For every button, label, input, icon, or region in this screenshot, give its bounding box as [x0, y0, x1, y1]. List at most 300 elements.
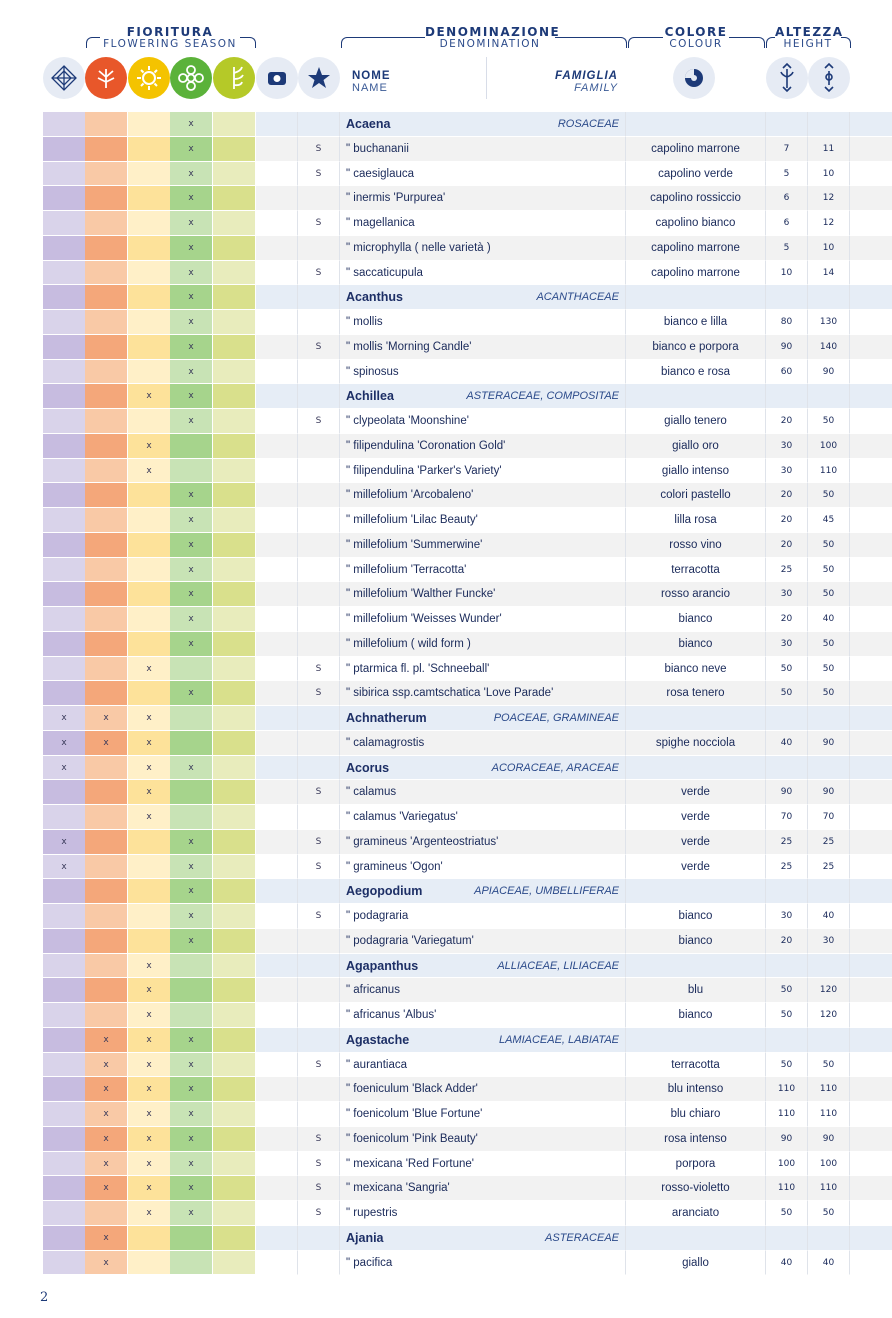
family-name: ALLIACEAE, LILIACEAE: [497, 959, 619, 972]
season-mark-5: [213, 855, 255, 880]
height-max: [808, 756, 850, 781]
season-mark-4: [170, 657, 212, 682]
colour-cell: colori pastello: [626, 483, 766, 508]
trailing-cell: [850, 607, 892, 632]
species-row: [43, 1251, 892, 1276]
special-mark: [298, 508, 340, 533]
season-mark-1: [43, 483, 85, 508]
height-min: 25: [766, 830, 808, 855]
genus-name-cell: [340, 756, 626, 781]
season-mark-3: [128, 211, 170, 236]
trailing-cell: [850, 211, 892, 236]
season-mark-1: [43, 285, 85, 310]
species-name-cell: [340, 459, 626, 484]
season-mark-4: x: [170, 335, 212, 360]
species-row: [43, 434, 892, 459]
season-mark-1: [43, 929, 85, 954]
season-mark-1: [43, 459, 85, 484]
special-mark: [298, 954, 340, 979]
season-mark-4: x: [170, 186, 212, 211]
height-min: 5: [766, 162, 808, 187]
trailing-cell: [850, 855, 892, 880]
season-mark-3: [128, 879, 170, 904]
special-mark: [298, 805, 340, 830]
season-mark-5: [213, 335, 255, 360]
height-max: [808, 1028, 850, 1053]
late-summer-flower-icon: [213, 57, 255, 99]
season-mark-5: [213, 1201, 255, 1226]
season-mark-3: x: [128, 954, 170, 979]
species-name-cell: [340, 1003, 626, 1028]
family-name: ACANTHACEAE: [536, 291, 619, 304]
height-min: 10: [766, 261, 808, 286]
height-min: 30: [766, 632, 808, 657]
species-row: [43, 261, 892, 286]
trailing-cell: [850, 137, 892, 162]
season-mark-1: [43, 434, 85, 459]
photo-cell: [256, 558, 298, 583]
season-mark-2: [85, 236, 127, 261]
nome-header: [352, 70, 391, 94]
height-min: 30: [766, 434, 808, 459]
season-mark-4: x: [170, 1053, 212, 1078]
photo-cell: [256, 186, 298, 211]
height-min: 20: [766, 409, 808, 434]
species-name-cell: [340, 310, 626, 335]
species-row: [43, 978, 892, 1003]
season-mark-1: [43, 335, 85, 360]
colour-cell: bianco e porpora: [626, 335, 766, 360]
genus-row: [43, 1226, 892, 1251]
height-max: 50: [808, 558, 850, 583]
species-name-cell: [340, 186, 626, 211]
height-max: 110: [808, 1102, 850, 1127]
height-max: 50: [808, 681, 850, 706]
colour-cell: lilla rosa: [626, 508, 766, 533]
season-mark-1: [43, 1028, 85, 1053]
trailing-cell: [850, 1053, 892, 1078]
species-row: [43, 360, 892, 385]
photo-cell: [256, 1251, 298, 1276]
season-mark-5: [213, 1226, 255, 1251]
season-mark-2: [85, 805, 127, 830]
species-name-cell: [340, 483, 626, 508]
species-name-cell: [340, 780, 626, 805]
table-header: [0, 0, 892, 112]
trailing-cell: [850, 632, 892, 657]
season-mark-1: [43, 186, 85, 211]
height-max: [808, 112, 850, 137]
season-mark-3: [128, 310, 170, 335]
trailing-cell: [850, 310, 892, 335]
species-name-cell: [340, 1251, 626, 1276]
height-max: 11: [808, 137, 850, 162]
colour-cell: [626, 706, 766, 731]
colour-cell: bianco: [626, 1003, 766, 1028]
season-mark-3: [128, 855, 170, 880]
species-name: " millefolium 'Summerwine': [346, 538, 483, 551]
colour-cell: rosso vino: [626, 533, 766, 558]
season-mark-4: x: [170, 236, 212, 261]
species-row: [43, 657, 892, 682]
colour-cell: giallo intenso: [626, 459, 766, 484]
season-mark-1: [43, 310, 85, 335]
season-mark-4: x: [170, 582, 212, 607]
season-mark-2: [85, 582, 127, 607]
species-name: " africanus: [346, 984, 400, 997]
trailing-cell: [850, 236, 892, 261]
season-mark-1: [43, 508, 85, 533]
season-mark-3: [128, 483, 170, 508]
photo-cell: [256, 681, 298, 706]
height-max: 45: [808, 508, 850, 533]
season-mark-4: x: [170, 632, 212, 657]
species-name-cell: [340, 632, 626, 657]
species-name: " millefolium 'Walther Funcke': [346, 588, 496, 601]
colour-cell: giallo: [626, 1251, 766, 1276]
species-row: [43, 1077, 892, 1102]
special-mark: [298, 607, 340, 632]
season-mark-4: x: [170, 1028, 212, 1053]
special-mark: [298, 706, 340, 731]
genus-name: Ajania: [346, 1230, 384, 1245]
season-mark-2: [85, 459, 127, 484]
height-min: 7: [766, 137, 808, 162]
season-mark-4: [170, 731, 212, 756]
season-mark-5: [213, 508, 255, 533]
season-mark-5: [213, 657, 255, 682]
season-mark-5: [213, 1028, 255, 1053]
season-mark-2: [85, 657, 127, 682]
height-max: 50: [808, 1053, 850, 1078]
season-mark-1: [43, 360, 85, 385]
trailing-cell: [850, 904, 892, 929]
season-mark-4: x: [170, 112, 212, 137]
season-mark-3: [128, 929, 170, 954]
season-mark-5: [213, 681, 255, 706]
colour-cell: bianco: [626, 929, 766, 954]
colour-cell: capolino marrone: [626, 236, 766, 261]
height-min: 50: [766, 978, 808, 1003]
species-name: " gramineus 'Argenteostriatus': [346, 835, 499, 848]
height-min: 20: [766, 929, 808, 954]
height-max: [808, 954, 850, 979]
photo-cell: [256, 1077, 298, 1102]
special-mark: [298, 1003, 340, 1028]
trailing-cell: [850, 533, 892, 558]
season-mark-5: [213, 261, 255, 286]
height-max: 90: [808, 360, 850, 385]
special-mark: S: [298, 657, 340, 682]
trailing-cell: [850, 1201, 892, 1226]
colour-cell: [626, 1226, 766, 1251]
species-name-cell: [340, 978, 626, 1003]
season-mark-1: [43, 162, 85, 187]
colour-cell: [626, 879, 766, 904]
height-max: 25: [808, 855, 850, 880]
season-mark-5: [213, 1003, 255, 1028]
trailing-cell: [850, 1251, 892, 1276]
genus-name-cell: [340, 1028, 626, 1053]
season-mark-3: [128, 335, 170, 360]
species-row: [43, 137, 892, 162]
season-mark-4: [170, 706, 212, 731]
height-max: 100: [808, 1152, 850, 1177]
season-mark-2: [85, 261, 127, 286]
season-mark-4: [170, 1003, 212, 1028]
genus-row: [43, 954, 892, 979]
season-mark-3: x: [128, 805, 170, 830]
colour-cell: blu chiaro: [626, 1102, 766, 1127]
colour-cell: bianco e rosa: [626, 360, 766, 385]
trailing-cell: [850, 1127, 892, 1152]
colour-cell: giallo tenero: [626, 409, 766, 434]
height-min: 20: [766, 508, 808, 533]
height-max: 50: [808, 582, 850, 607]
nome-famiglia-divider: [486, 57, 487, 99]
season-mark-2: [85, 978, 127, 1003]
height-max: [808, 879, 850, 904]
special-mark: S: [298, 409, 340, 434]
height-max: 40: [808, 904, 850, 929]
trailing-cell: [850, 558, 892, 583]
season-mark-2: [85, 137, 127, 162]
season-mark-1: [43, 1077, 85, 1102]
height-max: 50: [808, 533, 850, 558]
colour-cell: rosso arancio: [626, 582, 766, 607]
height-max: 110: [808, 1077, 850, 1102]
season-mark-2: [85, 929, 127, 954]
special-mark: [298, 1226, 340, 1251]
trailing-cell: [850, 285, 892, 310]
height-min: 6: [766, 211, 808, 236]
season-mark-4: x: [170, 483, 212, 508]
season-mark-3: x: [128, 706, 170, 731]
genus-name-cell: [340, 954, 626, 979]
photo-cell: [256, 607, 298, 632]
spring-flower-icon: [170, 57, 212, 99]
season-mark-4: [170, 978, 212, 1003]
season-mark-5: [213, 1152, 255, 1177]
species-row: [43, 335, 892, 360]
photo-cell: [256, 805, 298, 830]
height-min: [766, 1028, 808, 1053]
species-name-cell: [340, 558, 626, 583]
species-name-cell: [340, 162, 626, 187]
height-min: 6: [766, 186, 808, 211]
season-mark-1: [43, 1102, 85, 1127]
season-mark-1: [43, 137, 85, 162]
season-mark-2: [85, 360, 127, 385]
season-mark-1: [43, 879, 85, 904]
season-mark-2: [85, 1003, 127, 1028]
height-min: 20: [766, 533, 808, 558]
season-mark-3: x: [128, 1077, 170, 1102]
season-mark-3: x: [128, 1028, 170, 1053]
species-name-cell: [340, 681, 626, 706]
species-name: " mollis 'Morning Candle': [346, 340, 472, 353]
season-mark-3: [128, 582, 170, 607]
season-mark-3: x: [128, 780, 170, 805]
genus-name-cell: [340, 879, 626, 904]
colour-cell: porpora: [626, 1152, 766, 1177]
special-mark: S: [298, 1053, 340, 1078]
season-mark-4: x: [170, 756, 212, 781]
season-mark-5: [213, 236, 255, 261]
height-max: 50: [808, 483, 850, 508]
colour-cell: verde: [626, 855, 766, 880]
special-mark: S: [298, 1201, 340, 1226]
genus-name-cell: [340, 1226, 626, 1251]
photo-cell: [256, 1152, 298, 1177]
famiglia-header: [540, 70, 618, 94]
trailing-cell: [850, 681, 892, 706]
season-mark-1: [43, 1003, 85, 1028]
height-min: 50: [766, 657, 808, 682]
season-mark-4: x: [170, 929, 212, 954]
season-mark-5: [213, 1077, 255, 1102]
genus-name-cell: [340, 706, 626, 731]
height-max: 50: [808, 632, 850, 657]
season-mark-5: [213, 1127, 255, 1152]
genus-name: Aegopodium: [346, 884, 423, 899]
special-mark: [298, 879, 340, 904]
season-mark-4: x: [170, 1176, 212, 1201]
season-mark-2: [85, 310, 127, 335]
family-name: LAMIACEAE, LABIATAE: [498, 1033, 619, 1046]
colour-cell: [626, 756, 766, 781]
denomination-label: DENOMINATION: [439, 38, 541, 50]
species-name: " sibirica ssp.camtschatica 'Love Parade': [346, 687, 554, 700]
species-name-cell: [340, 1127, 626, 1152]
season-mark-2: [85, 879, 127, 904]
special-mark: [298, 310, 340, 335]
species-name: " millefolium 'Arcobaleno': [346, 489, 474, 502]
season-mark-5: [213, 533, 255, 558]
height-max: 110: [808, 1176, 850, 1201]
season-mark-4: x: [170, 1077, 212, 1102]
season-mark-4: x: [170, 855, 212, 880]
season-mark-3: x: [128, 756, 170, 781]
season-mark-1: [43, 261, 85, 286]
species-name: " millefolium ( wild form ): [346, 637, 471, 650]
season-mark-2: x: [85, 1127, 127, 1152]
season-mark-5: [213, 434, 255, 459]
height-min: [766, 706, 808, 731]
genus-row: [43, 879, 892, 904]
season-mark-5: [213, 731, 255, 756]
family-name: ROSACEAE: [557, 118, 619, 130]
colour-pie-icon: [673, 57, 715, 99]
season-mark-3: [128, 558, 170, 583]
season-mark-5: [213, 805, 255, 830]
season-mark-2: x: [85, 1176, 127, 1201]
photo-cell: [256, 434, 298, 459]
season-mark-3: x: [128, 1152, 170, 1177]
special-mark: [298, 459, 340, 484]
season-mark-2: [85, 434, 127, 459]
season-mark-4: x: [170, 830, 212, 855]
altezza-label: ALTEZZA: [775, 25, 844, 39]
colour-cell: bianco: [626, 904, 766, 929]
season-mark-2: [85, 780, 127, 805]
season-mark-4: x: [170, 1152, 212, 1177]
season-mark-2: x: [85, 731, 127, 756]
season-mark-3: x: [128, 384, 170, 409]
genus-row: [43, 706, 892, 731]
genus-name-cell: [340, 285, 626, 310]
height-min: [766, 756, 808, 781]
species-row: [43, 1127, 892, 1152]
season-mark-2: [85, 855, 127, 880]
height-max: [808, 285, 850, 310]
season-mark-1: [43, 805, 85, 830]
special-mark: [298, 756, 340, 781]
season-mark-3: [128, 236, 170, 261]
species-row: [43, 483, 892, 508]
special-mark: [298, 1028, 340, 1053]
trailing-cell: [850, 434, 892, 459]
species-name-cell: [340, 211, 626, 236]
height-max: 10: [808, 162, 850, 187]
colour-cell: blu: [626, 978, 766, 1003]
trailing-cell: [850, 459, 892, 484]
denominazione-heading: [425, 25, 561, 51]
season-mark-1: [43, 558, 85, 583]
season-mark-1: [43, 1053, 85, 1078]
summer-sun-icon: [128, 57, 170, 99]
colour-cell: bianco e lilla: [626, 310, 766, 335]
species-name: " microphylla ( nelle varietà ): [346, 241, 491, 254]
genus-name: Achnatherum: [346, 711, 427, 725]
species-name-cell: [340, 1201, 626, 1226]
height-max: 110: [808, 459, 850, 484]
genus-name: Acanthus: [346, 290, 403, 305]
height-min: 90: [766, 780, 808, 805]
season-mark-4: x: [170, 409, 212, 434]
name-label: NAME: [352, 82, 388, 94]
species-name-cell: [340, 1152, 626, 1177]
species-name: " millefolium 'Weisses Wunder': [346, 613, 502, 625]
special-mark: [298, 1077, 340, 1102]
season-mark-3: [128, 162, 170, 187]
species-name-cell: [340, 582, 626, 607]
season-mark-4: x: [170, 558, 212, 583]
photo-cell: [256, 1201, 298, 1226]
special-mark: S: [298, 830, 340, 855]
season-mark-2: [85, 830, 127, 855]
species-name: " magellanica: [346, 217, 415, 229]
season-mark-3: [128, 360, 170, 385]
photo-cell: [256, 1127, 298, 1152]
height-max: 10: [808, 236, 850, 261]
family-name: ASTERACEAE, COMPOSITAE: [466, 390, 619, 403]
height-max: 120: [808, 1003, 850, 1028]
season-mark-5: [213, 1251, 255, 1276]
flower-height-icon: [808, 57, 850, 99]
trailing-cell: [850, 409, 892, 434]
season-mark-1: [43, 236, 85, 261]
species-name: " gramineus 'Ogon': [346, 860, 443, 873]
season-mark-1: [43, 954, 85, 979]
colour-cell: spighe nocciola: [626, 731, 766, 756]
species-row: [43, 929, 892, 954]
trailing-cell: [850, 582, 892, 607]
season-mark-4: x: [170, 607, 212, 632]
season-mark-4: [170, 459, 212, 484]
trailing-cell: [850, 805, 892, 830]
species-name-cell: [340, 360, 626, 385]
